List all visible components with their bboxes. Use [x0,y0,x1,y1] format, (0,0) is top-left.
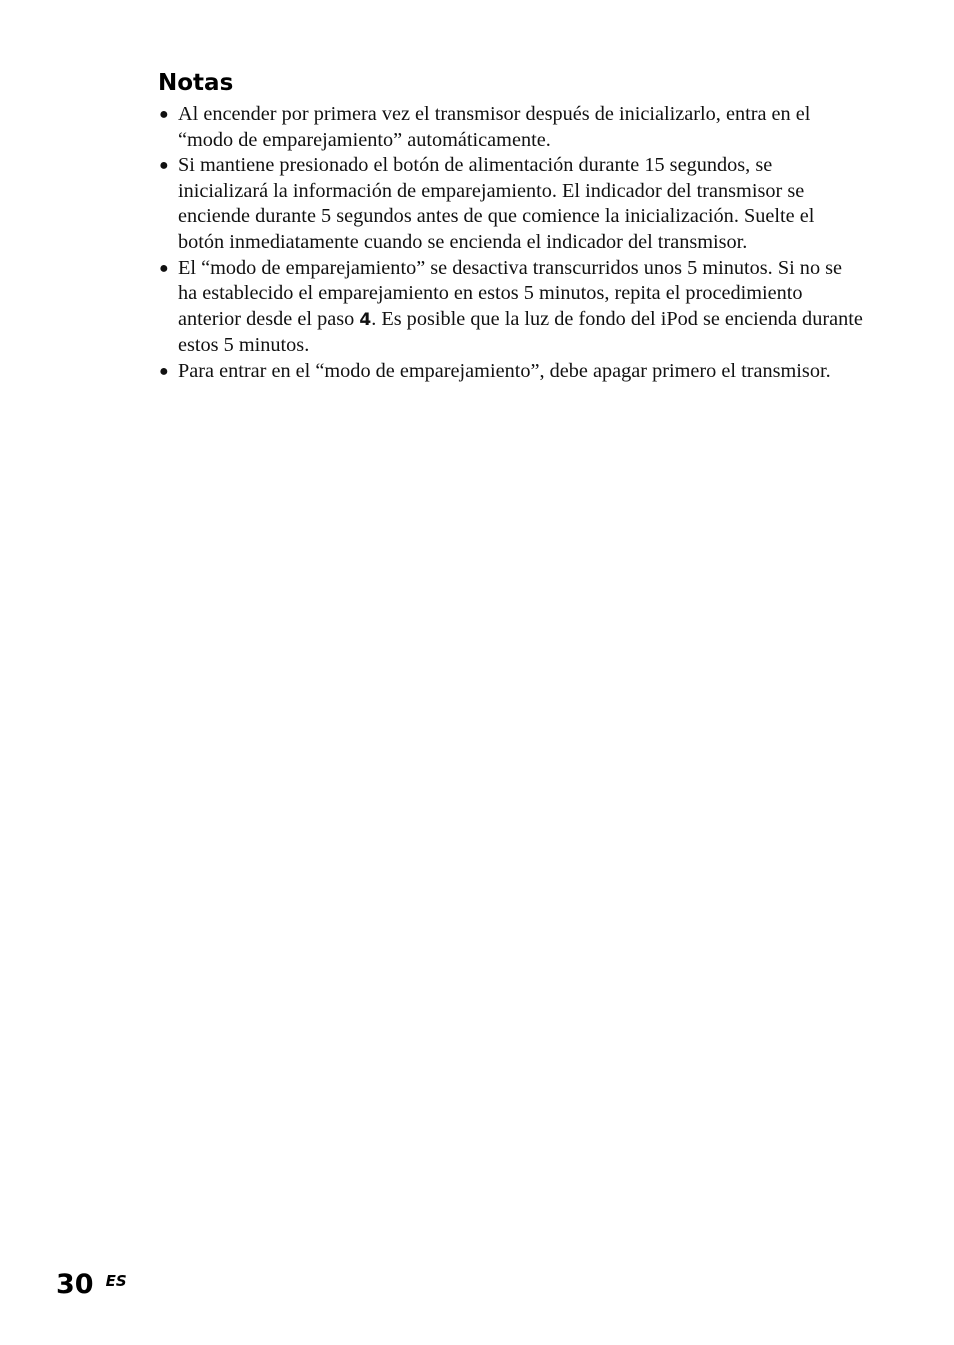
language-code: ES [105,1272,127,1290]
bullet-icon: ● [159,157,169,175]
step-reference: 4 [359,309,372,330]
bullet-icon: ● [159,362,169,380]
notes-heading: Notas [158,70,234,96]
note-text-3-after: . Es posible que la luz de fondo del iPod se encienda durante estos 5 minutos. [178,307,863,357]
note-item-1 [158,102,863,153]
bullet-icon: ● [159,259,169,277]
notes-list [158,102,863,385]
page-number: 30 [56,1269,94,1300]
note-item-3 [158,256,863,359]
note-text-1: Al encender por primera vez el transmisor después de inicializarlo, entra en el “modo de emparejamiento” automáticamente. [178,103,811,151]
note-text-4: Para entrar en el “modo de emparejamiento”, debe apagar primero el transmisor. [178,359,831,382]
note-item-2 [158,153,863,255]
page-footer [56,1266,127,1304]
note-text-2: Si mantiene presionado el botón de alimentación durante 15 segundos, se inicializará la información de emparejamiento. El indicador del transmisor se enciende durante 5 segundos antes de que comience la inicialización. Suelte el botón inmediatamente cuando se encienda el indicador del transmisor. [178,154,815,253]
bullet-icon: ● [159,106,169,123]
note-item-4 [158,359,863,385]
note-text-3-before: El “modo de emparejamiento” se desactiva transcurridos unos 5 minutos. Si no se ha establecido el emparejamiento en estos 5 minutos, repita el procedimiento anterior desde el paso [178,256,843,330]
notes-section [158,66,863,385]
